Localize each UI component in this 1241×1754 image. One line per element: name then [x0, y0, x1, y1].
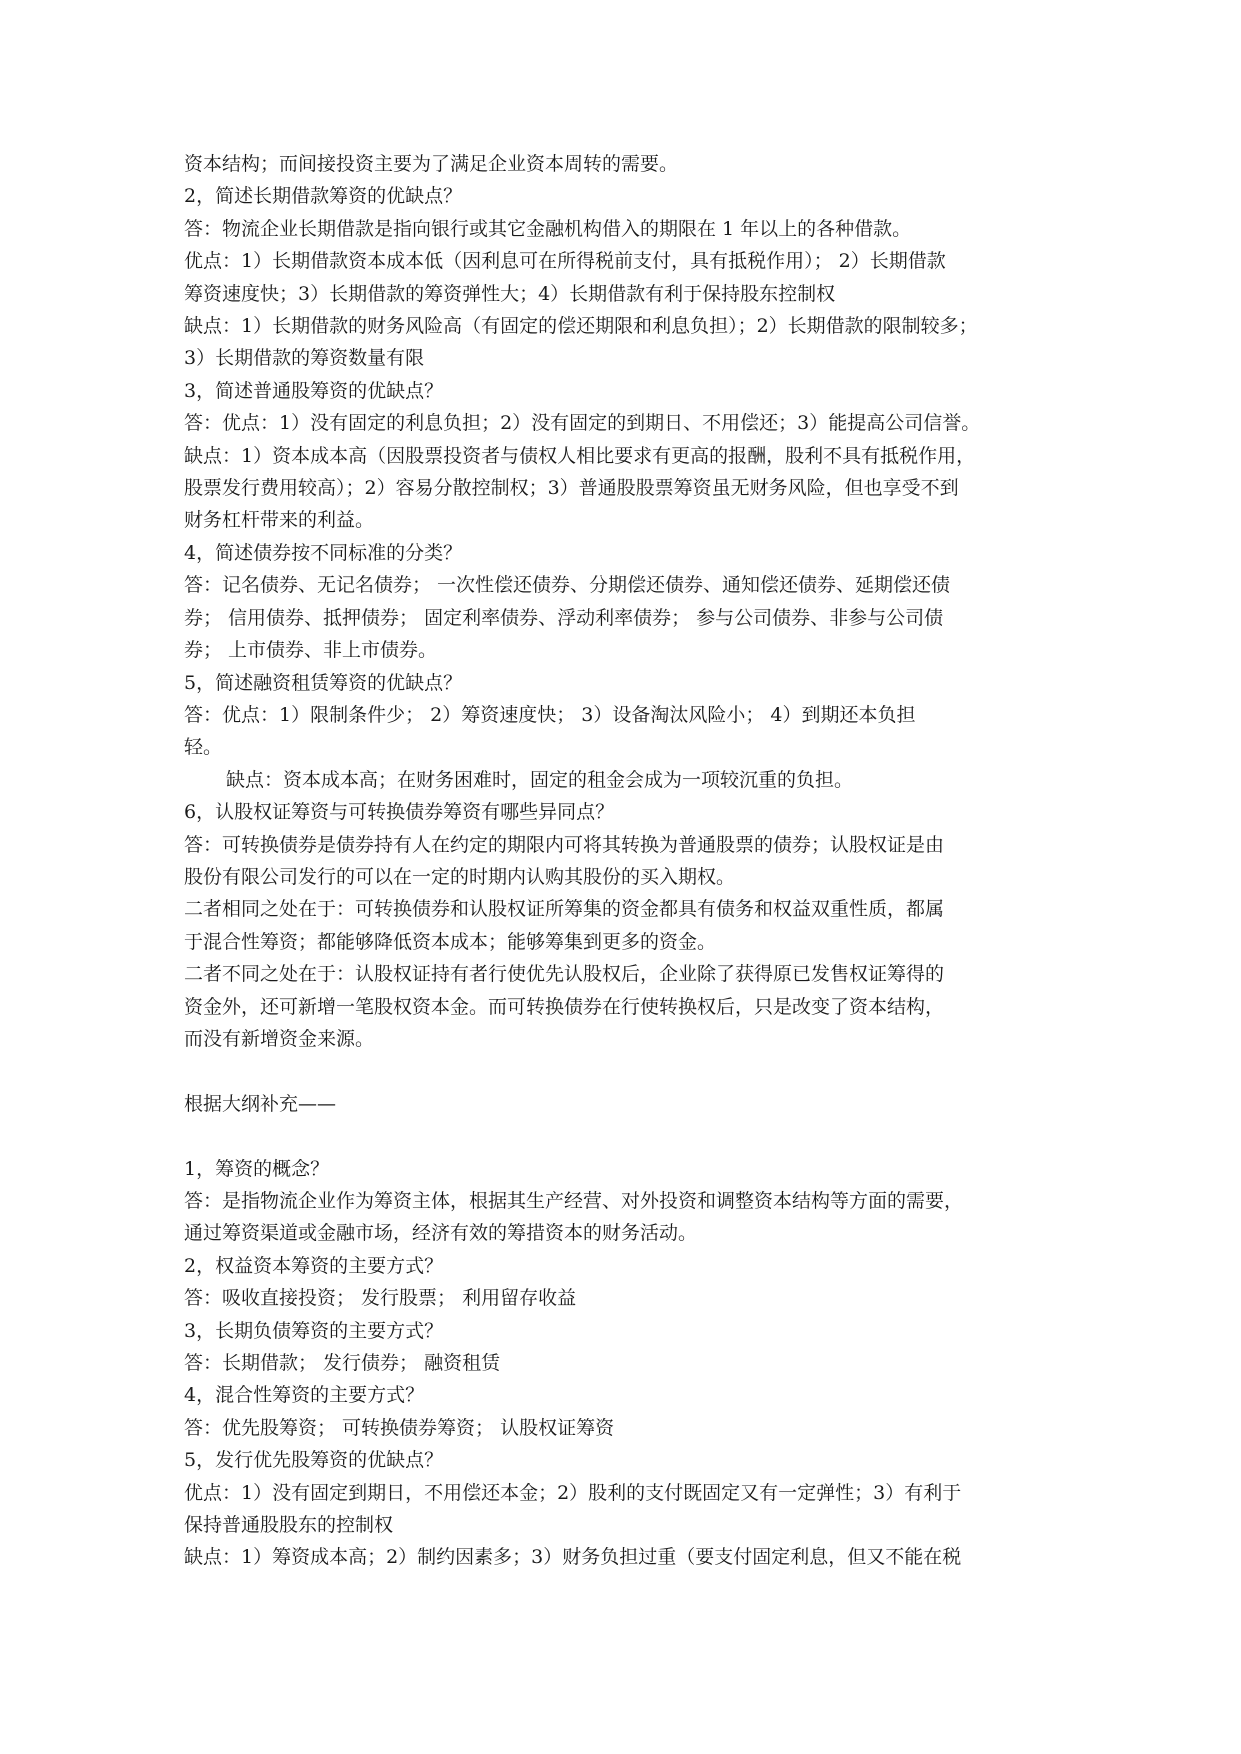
text-line: 答：优点：1）限制条件少； 2）筹资速度快； 3）设备淘汰风险小； 4）到期还本负担	[184, 703, 916, 726]
text-line: 通过筹资渠道或金融市场，经济有效的筹措资本的财务活动。	[184, 1222, 698, 1245]
text-line: 优点：1）长期借款资本成本低（因利息可在所得税前支付，具有抵税作用）； 2）长期借款	[184, 250, 946, 273]
text-line: 缺点：1）资本成本高（因股票投资者与债权人相比要求有更高的报酬，股利不具有抵税作用，	[184, 444, 976, 467]
text-line: 3，简述普通股筹资的优缺点？	[184, 379, 444, 402]
text-line: 3）长期借款的筹资数量有限	[184, 347, 425, 370]
text-line: 4，混合性筹资的主要方式？	[184, 1384, 425, 1407]
text-line: 答：优先股筹资； 可转换债券筹资； 认股权证筹资	[184, 1416, 615, 1439]
text-line: 股份有限公司发行的可以在一定的时期内认购其股份的买入期权。	[184, 865, 736, 888]
indented-disadvantage-line: 缺点：资本成本高；在财务困难时，固定的租金会成为一项较沉重的负担。	[226, 768, 854, 791]
blank-line	[184, 1120, 1084, 1152]
text-line: 1，筹资的概念？	[184, 1157, 330, 1180]
text-line: 二者不同之处在于：认股权证持有者行使优先认股权后，企业除了获得原已发售权证筹得的	[184, 963, 945, 986]
document-page	[184, 148, 1084, 1574]
text-line: 5，发行优先股筹资的优缺点？	[184, 1449, 444, 1472]
supplement-heading: 根据大纲补充——	[184, 1092, 337, 1115]
text-line: 答：记名债券、无记名债券； 一次性偿还债券、分期偿还债券、通知偿还债券、延期偿还债	[184, 574, 951, 597]
text-line: 2，简述长期借款筹资的优缺点？	[184, 185, 463, 208]
text-line: 6，认股权证筹资与可转换债券筹资有哪些异同点？	[184, 801, 615, 824]
section-2	[184, 796, 1084, 1055]
text-line: 筹资速度快；3）长期借款的筹资弹性大；4）长期借款有利于保持股东控制权	[184, 282, 836, 305]
text-line: 资本结构；而间接投资主要为了满足企业资本周转的需要。	[184, 153, 679, 175]
text-line: 于混合性筹资；都能够降低资本成本；能够筹集到更多的资金。	[184, 930, 717, 953]
text-line: 券； 信用债券、抵押债券； 固定利率债券、浮动利率债券； 参与公司债券、非参与公司债	[184, 606, 944, 629]
text-line: 缺点：1）筹资成本高；2）制约因素多；3）财务负担过重（要支付固定利息，但又不能在税	[184, 1546, 962, 1569]
text-line: 股票发行费用较高）；2）容易分散控制权；3）普通股股票筹资虽无财务风险，但也享受不到	[184, 477, 959, 500]
text-line: 缺点：1）长期借款的财务风险高（有固定的偿还期限和利息负担）；2）长期借款的限制较多；	[184, 315, 978, 338]
text-line: 答：是指物流企业作为筹资主体，根据其生产经营、对外投资和调整资本结构等方面的需要，	[184, 1189, 964, 1212]
text-line: 财务杠杆带来的利益。	[184, 509, 375, 532]
text-line: 5，简述融资租赁筹资的优缺点？	[184, 671, 463, 694]
text-line: 保持普通股股东的控制权	[184, 1514, 394, 1537]
text-line: 优点：1）没有固定到期日，不用偿还本金；2）股利的支付既固定又有一定弹性；3）有利于	[184, 1481, 962, 1504]
text-line: 二者相同之处在于：可转换债券和认股权证所筹集的资金都具有债务和权益双重性质，都属	[184, 898, 945, 921]
text-line: 答：优点：1）没有固定的利息负担；2）没有固定的到期日、不用偿还；3）能提高公司信誉。	[184, 412, 981, 435]
text-line: 资金外，还可新增一笔股权资本金。而可转换债券在行使转换权后，只是改变了资本结构，	[184, 995, 945, 1018]
text-line: 4，简述债券按不同标准的分类？	[184, 541, 463, 564]
text-line: 2，权益资本筹资的主要方式？	[184, 1254, 444, 1277]
text-line: 答：物流企业长期借款是指向银行或其它金融机构借入的期限在 1 年以上的各种借款。	[184, 217, 912, 240]
text-line: 3，长期负债筹资的主要方式？	[184, 1319, 444, 1342]
section-3	[184, 1153, 1084, 1574]
text-line: 答：长期借款； 发行债券； 融资租赁	[184, 1352, 501, 1374]
text-line: 而没有新增资金来源。	[184, 1027, 375, 1050]
section-1	[184, 148, 1084, 764]
text-line: 答：吸收直接投资； 发行股票； 利用留存收益	[184, 1287, 577, 1310]
text-line: 轻。	[184, 736, 223, 759]
blank-line	[184, 1055, 1084, 1087]
text-line: 券； 上市债券、非上市债券。	[184, 639, 438, 662]
text-line: 答：可转换债券是债券持有人在约定的期限内可将其转换为普通股票的债券；认股权证是由	[184, 833, 945, 856]
